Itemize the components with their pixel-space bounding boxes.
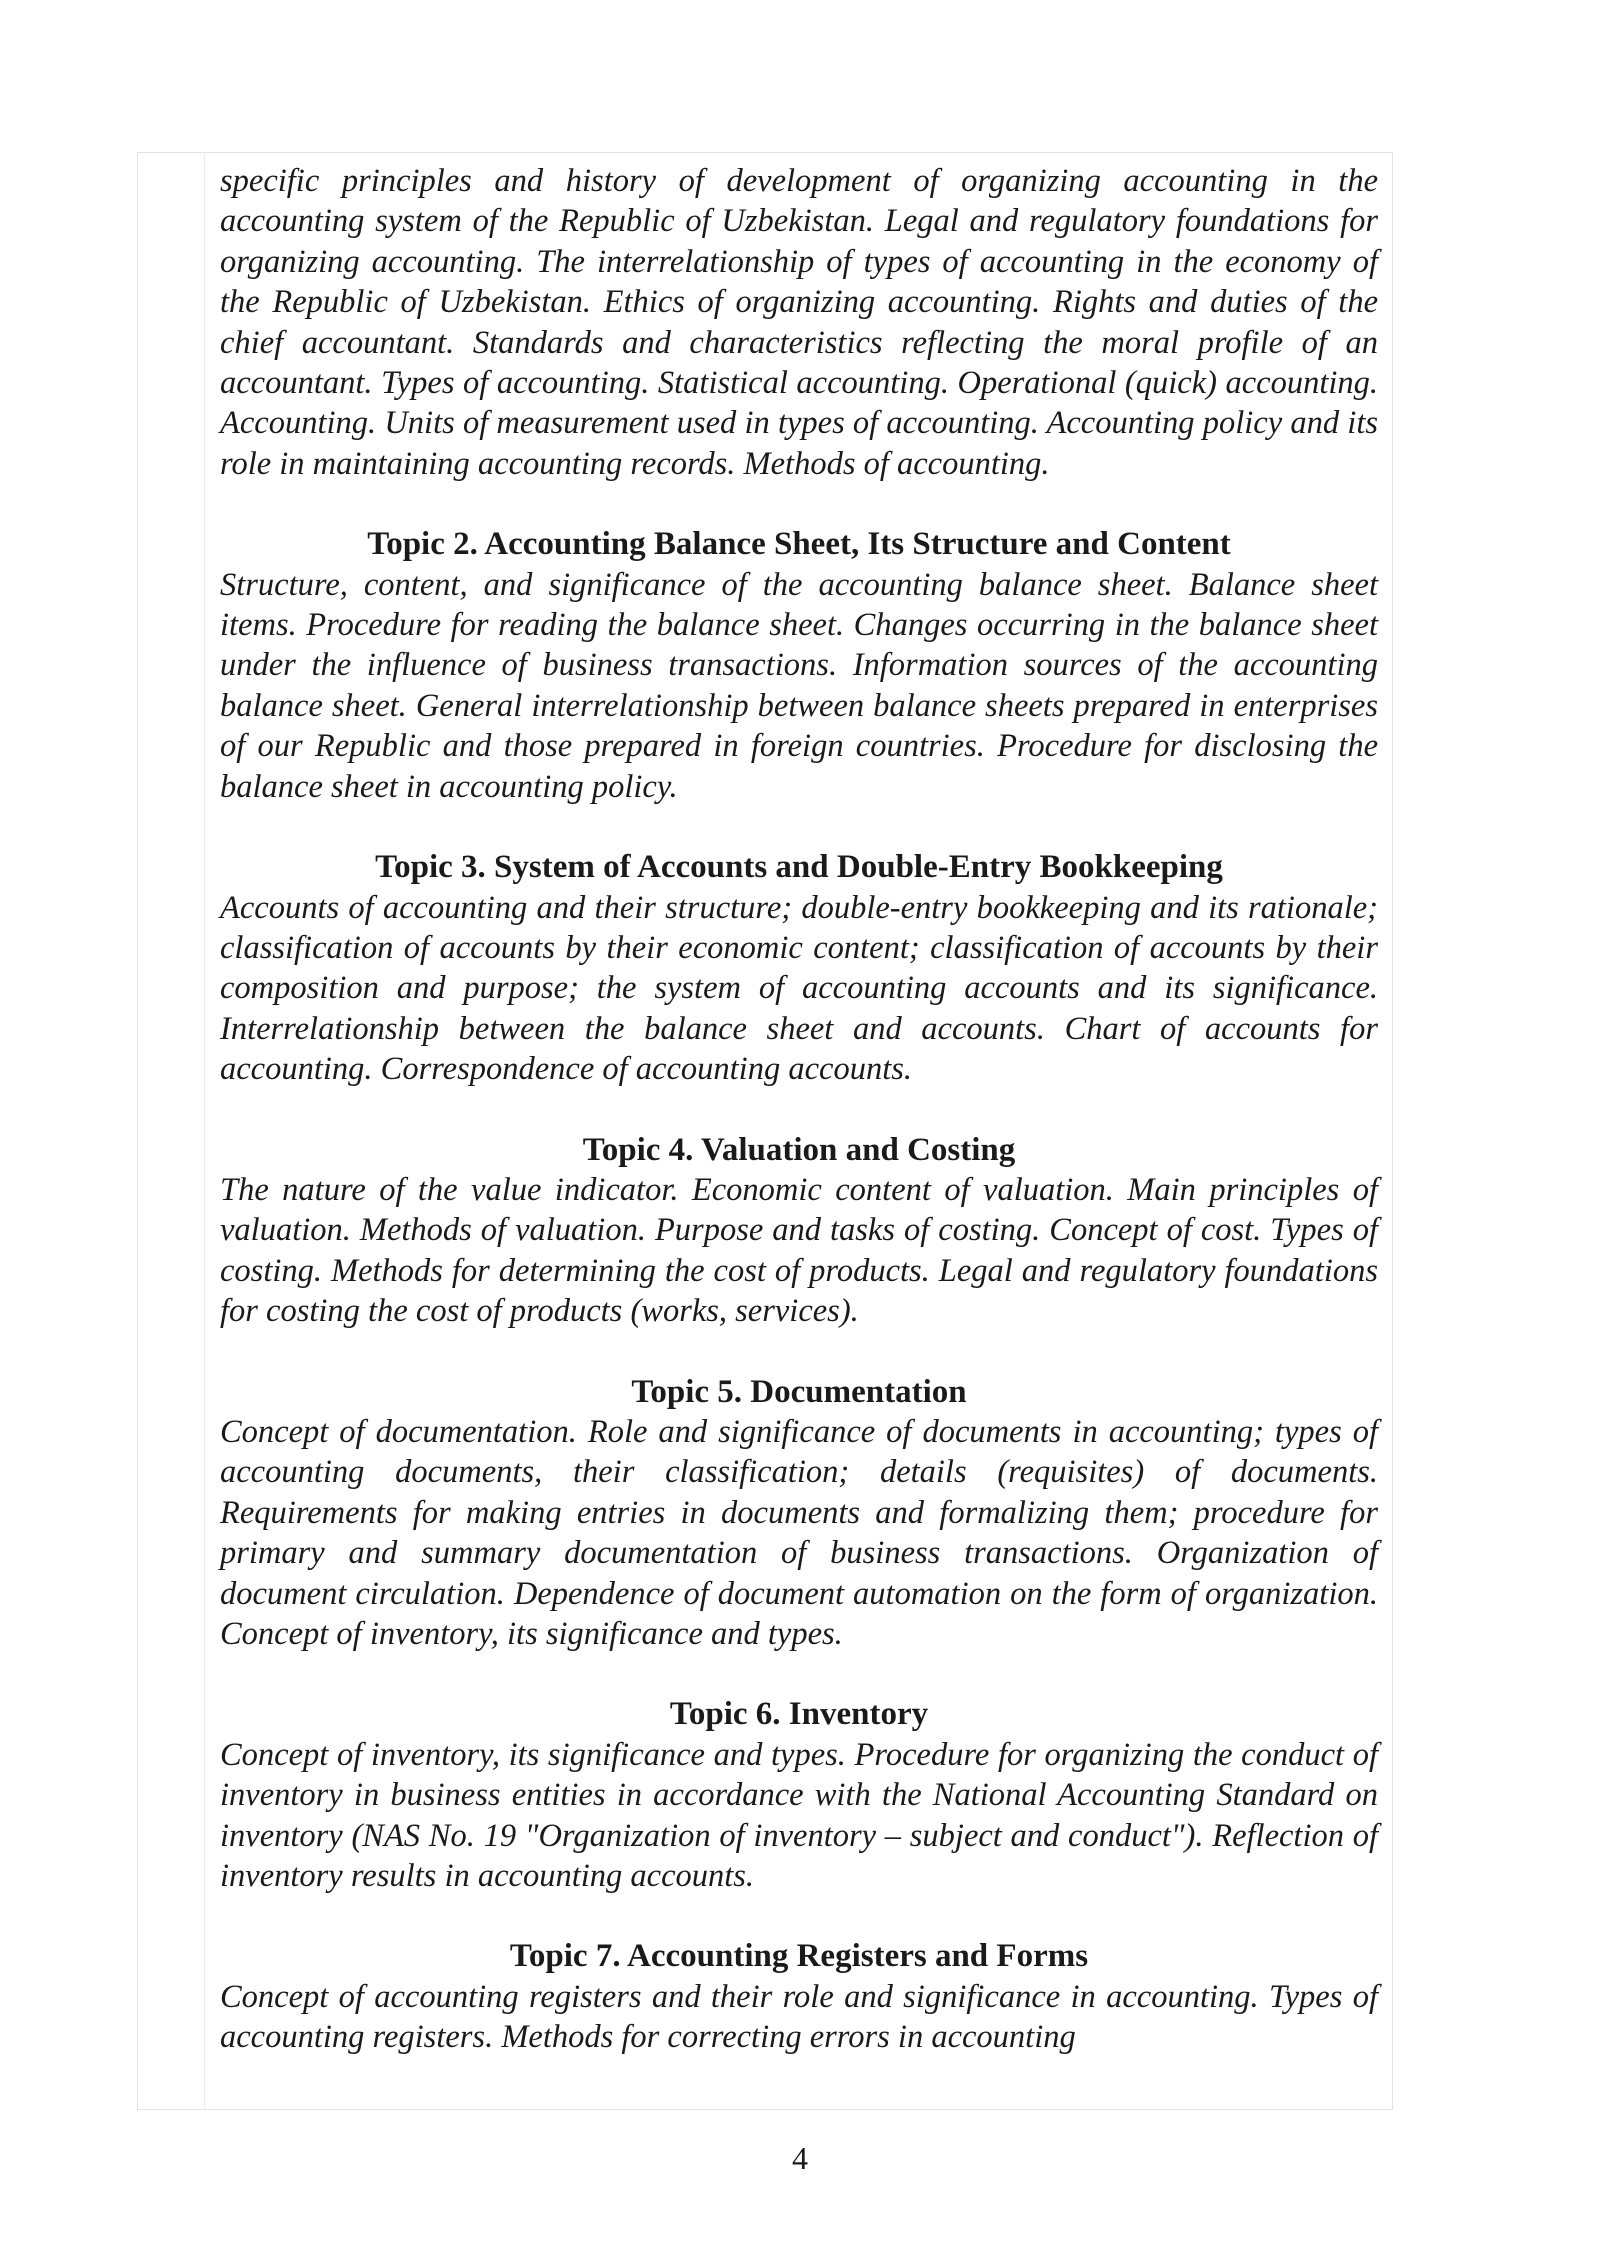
topic-4-section (220, 1130, 1378, 1332)
topic-heading: Topic 2. Accounting Balance Sheet, Its Structure and Content (367, 526, 1231, 563)
topic-heading: Topic 3. System of Accounts and Double-Entry Bookkeeping (375, 849, 1223, 886)
topic-paragraph: The nature of the value indicator. Economic content of valuation. Main principles of valuation. Methods of valuation. Purpose and tasks of costing. Concept of cost. Types of costing. Methods for determining the cost of products. Legal and regulatory foundations for costing the cost of products (works, services). (220, 1171, 1378, 1330)
page-number: 4 (792, 2140, 808, 2176)
document-body (220, 161, 1378, 2058)
intro-paragraph: specific principles and history of development of organizing accounting in the accounting system of the Republic of Uzbekistan. Legal and regulatory foundations for organizing accounting. The interrelationship of types of accounting in the economy of the Republic of Uzbekistan. Ethics of organizing accounting. Rights and duties of the chief accountant. Standards and characteristics reflecting the moral profile of an accountant. Types of accounting. Statistical accounting. Operational (quick) accounting. Accounting. Units of measurement used in types of accounting. Accounting policy and its role in maintaining accounting records. Methods of accounting. (220, 163, 1378, 482)
topic-paragraph: Concept of documentation. Role and significance of documents in accounting; types of accounting documents, their classification; details (requisites) of documents. Requirements for making entries in documents and formalizing them; procedure for primary and summary documentation of business transactions. Organization of document circulation. Dependence of document automation on the form of organization. Concept of inventory, its significance and types. (220, 1413, 1378, 1652)
topic-paragraph: Structure, content, and significance of the accounting balance sheet. Balance sheet items. Procedure for reading the balance sheet. Changes occurring in the balance sheet under the influence of business transactions. Information sources of the accounting balance sheet. General interrelationship between balance sheets prepared in enterprises of our Republic and those prepared in foreign countries. Procedure for disclosing the balance sheet in accounting policy. (220, 566, 1378, 805)
topic-paragraph: Concept of accounting registers and their role and significance in accounting. Types of accounting registers. Methods for correcting errors in accounting (220, 1978, 1378, 2056)
topic-paragraph: Accounts of accounting and their structure; double-entry bookkeeping and its rationale; classification of accounts by their economic content; classification of accounts by their composition and purpose; the system of accounting accounts and its significance. Interrelationship between the balance sheet and accounts. Chart of accounts for accounting. Correspondence of accounting accounts. (220, 889, 1378, 1088)
topic-7-section (220, 1936, 1378, 2057)
topic-heading: Topic 6. Inventory (669, 1696, 929, 1733)
topic-heading: Topic 4. Valuation and Costing (582, 1131, 1016, 1168)
topic-5-section (220, 1372, 1378, 1655)
left-margin-line (204, 152, 205, 2110)
topic-heading: Topic 7. Accounting Registers and Forms (509, 1938, 1089, 1975)
topic-2-section (220, 524, 1378, 807)
topic-6-section (220, 1694, 1378, 1896)
topic-3-section (220, 847, 1378, 1089)
topic-heading: Topic 5. Documentation (631, 1373, 967, 1410)
topic-paragraph: Concept of inventory, its significance and types. Procedure for organizing the conduct of inventory in business entities in accordance with the National Accounting Standard on inventory (NAS No. 19 "Organization of inventory – subject and conduct"). Reflection of inventory results in accounting accounts. (220, 1736, 1378, 1895)
